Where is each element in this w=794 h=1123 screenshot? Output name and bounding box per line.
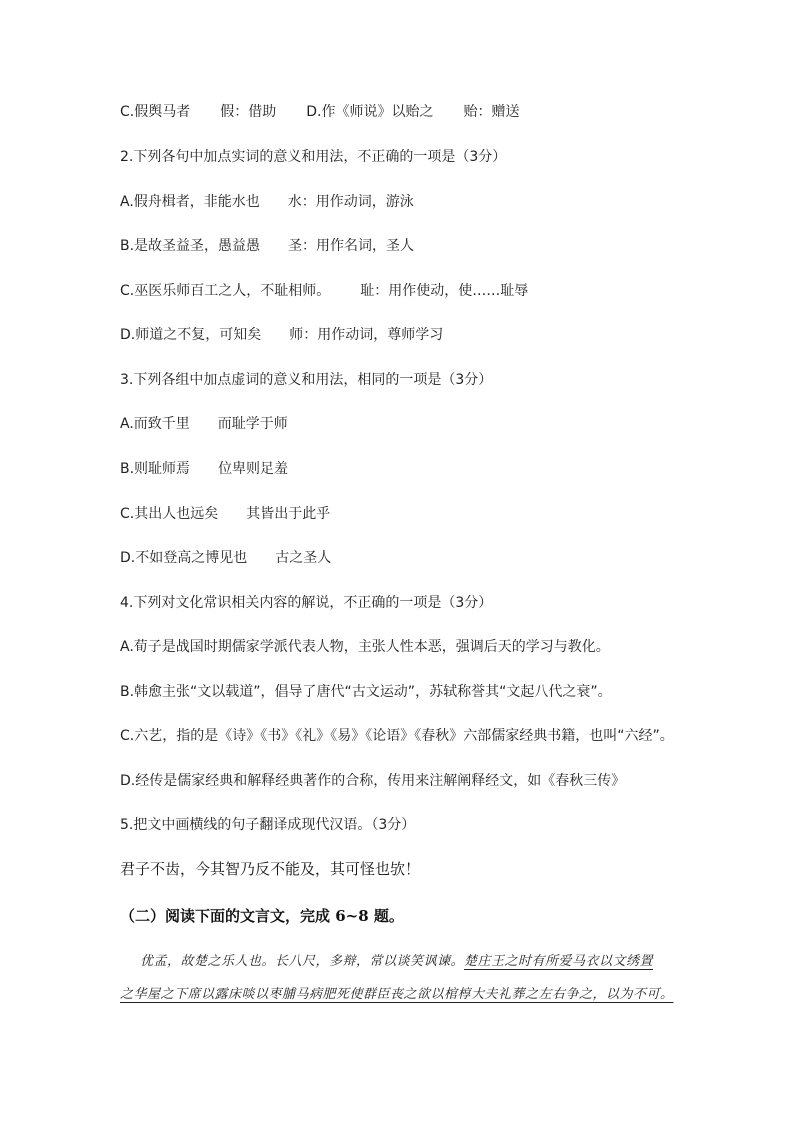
q3-option-b-first: B.则耻师焉 [120, 461, 191, 477]
q2-option-c-gloss: 耻：用作使动，使……耻辱 [360, 283, 529, 299]
q4-option-c: C.六艺，指的是《诗》《书》《礼》《易》《论语》《春秋》六部儒家经典书籍，也叫“六经”。 [120, 728, 674, 744]
question-4: 4.下列对文化常识相关内容的解说，不正确的一项是（3分） [120, 595, 493, 611]
q2-option-d-text: D.师道之不复，可知矣 [120, 327, 262, 343]
q2-option-a-text: A.假舟楫者，非能水也 [120, 194, 260, 210]
q3-option-d-first: D.不如登高之博见也 [120, 550, 248, 566]
q2-option-c [120, 282, 528, 300]
passage-line-1-underlined: 楚庄王之时有所爱马衣以文绣置 [464, 954, 654, 969]
q1-options-cd [120, 103, 519, 121]
q3-option-c-first: C.其出人也远矣 [120, 506, 219, 522]
passage-line-1 [140, 950, 700, 969]
q2-option-d-gloss: 师：用作动词，尊师学习 [289, 327, 444, 343]
passage-line-2 [120, 983, 680, 1002]
question-3: 3.下列各组中加点虚词的意义和用法，相同的一项是（3分） [120, 372, 493, 388]
q2-option-c-text: C.巫医乐师百工之人，不耻相师。 [120, 283, 331, 299]
q3-option-a-second: 而耻学于师 [217, 416, 288, 432]
option-c-gloss: 假：借助 [220, 104, 277, 120]
q3-option-c-second: 其皆出于此乎 [246, 506, 331, 522]
q4-option-d: D.经传是儒家经典和解释经典著作的合称，传用来注解阐释经文，如《春秋三传》 [120, 773, 626, 789]
passage-line-2-text: 之华屋之下席以露床啖以枣脯马病肥死使群臣丧之欲以棺椁大夫礼葬之左右争之，以为不可。 [120, 987, 674, 1002]
q2-option-b-text: B.是故圣益圣，愚益愚 [120, 238, 261, 254]
q5-sentence: 君子不齿，今其智乃反不能及，其可怪也欤！ [120, 860, 421, 878]
q2-option-b [120, 237, 414, 255]
passage-line-1-plain: 优孟，故楚之乐人也。长八尺，多辩，常以谈笑讽谏。 [140, 954, 465, 969]
option-c-text: C.假舆马者 [120, 104, 191, 120]
q2-option-d [120, 326, 443, 344]
q3-option-a-first: A.而致千里 [120, 416, 190, 432]
q3-option-b-second: 位卑则足羞 [218, 461, 289, 477]
q3-option-c [120, 505, 330, 523]
q3-option-d [120, 549, 331, 567]
section-heading: （二）阅读下面的文言文，完成 6~8 题。 [120, 907, 404, 925]
q2-option-a-gloss: 水：用作动词，游泳 [287, 194, 414, 210]
q4-option-a: A.荀子是战国时期儒家学派代表人物，主张人性本恶，强调后天的学习与教化。 [120, 639, 610, 655]
option-d-text: D.作《师说》以贻之 [306, 104, 434, 120]
option-d-gloss: 贻：赠送 [463, 104, 520, 120]
q2-option-b-gloss: 圣：用作名词，圣人 [288, 238, 415, 254]
q3-option-a [120, 415, 288, 433]
q4-option-b: B.韩愈主张“文以载道”，倡导了唐代“古文运动”，苏轼称誉其“文起八代之衰”。 [120, 684, 612, 700]
question-2: 2.下列各句中加点实词的意义和用法，不正确的一项是（3分） [120, 149, 507, 165]
q2-option-a [120, 193, 414, 211]
q3-option-b [120, 460, 288, 478]
question-5: 5.把文中画横线的句子翻译成现代汉语。（3分） [120, 817, 416, 833]
q3-option-d-second: 古之圣人 [275, 550, 332, 566]
